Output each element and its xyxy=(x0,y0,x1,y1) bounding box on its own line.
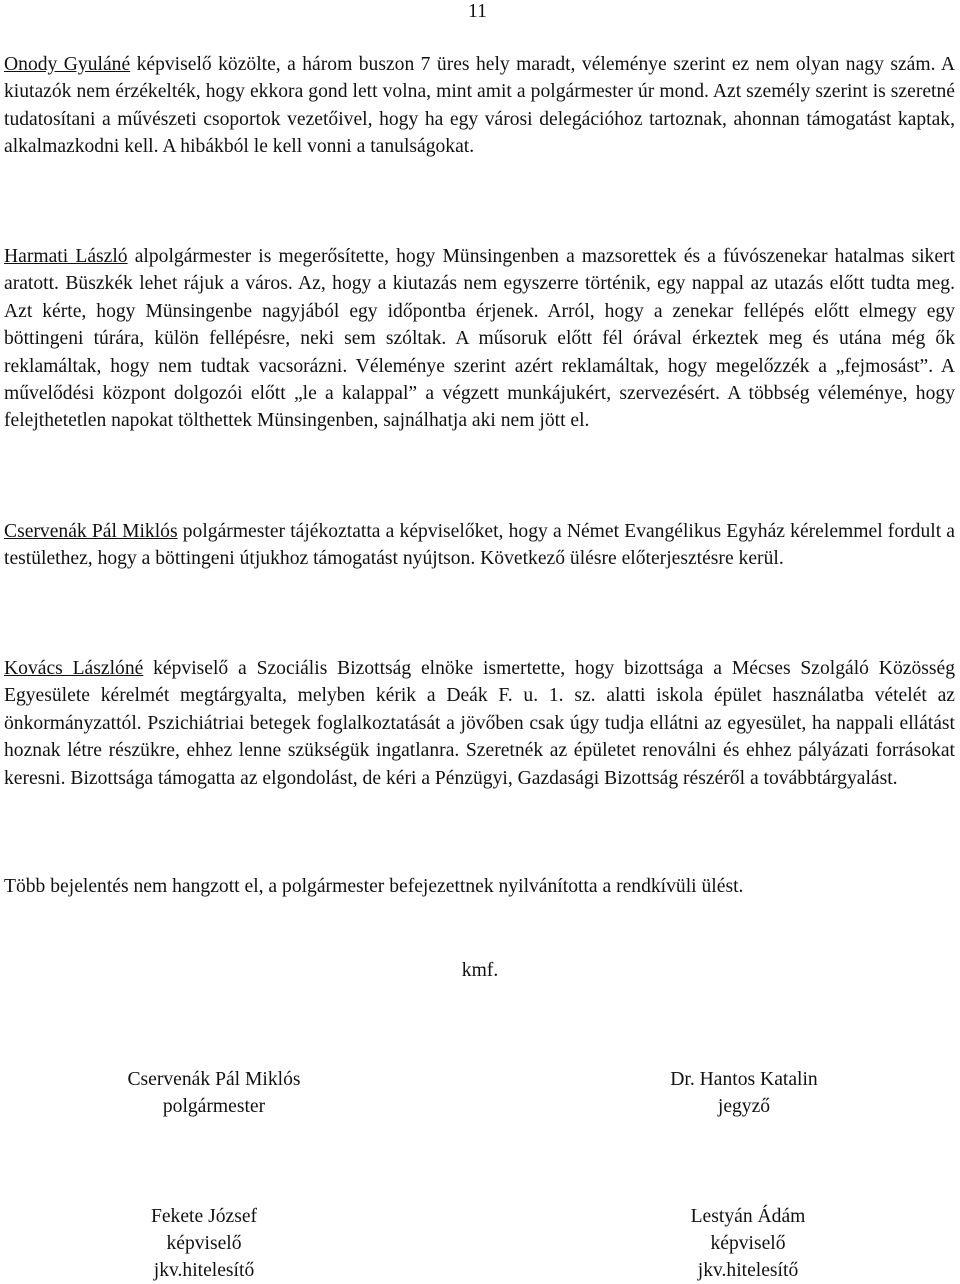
signatory-name: Fekete József xyxy=(150,1206,258,1227)
signatory-name: Lestyán Ádám xyxy=(690,1206,806,1227)
signatory-role: polgármester xyxy=(162,1096,266,1117)
signatory-role: képviselő xyxy=(710,1233,786,1254)
paragraph-kovacs xyxy=(4,655,955,792)
signature-mayor xyxy=(64,1066,364,1120)
paragraph-cservenak xyxy=(4,518,955,573)
paragraph-harmati xyxy=(4,243,955,435)
speaker-name: Cservenák Pál Miklós xyxy=(4,521,178,542)
signatory-name: Cservenák Pál Miklós xyxy=(127,1069,301,1090)
speaker-name: Kovács Lászlóné xyxy=(4,658,144,679)
paragraph-text: alpolgármester is megerősítette, hogy Münsingenben a mazsorettek és a fúvószenekar hatalmas sikert aratott. Büszkék lehet rájuk a város. Az, hogy a kiutazás nem egyszerre történik, egy nappal az utazás előtt tudta meg. Azt kérte, hogy Münsingenbe nagyjából egy időpontba érjenek. Arról, hogy a zenekar fellépés előtt elmegy egy böttingeni túrára, külön fellépésre, neki sem szóltak. A műsoruk előtt fél órával érkeztek meg és utána még ők reklamáltak, hogy nem tudtak vacsorázni. Véleménye szerint azért reklamáltak, hogy megelőzzék a „fejmosást”. A művelődési központ dolgozói előtt „le a kalappal” a végzett munkájukért, szervezésért. A többség véleménye, hogy felejthetetlen napokat tölthettek Münsingenben, sajnálhatja aki nem jött el. xyxy=(4,246,955,432)
signatory-role-2: jkv.hitelesítő xyxy=(153,1260,255,1281)
paragraph-text: polgármester tájékoztatta a képviselőket, hogy a Német Evangélikus Egyház kérelemmel fordult a testülethez, hogy a böttingeni útjukhoz támogatást nyújtson. Következő ülésre előterjesztésre kerül. xyxy=(4,521,955,570)
page-number: 11 xyxy=(468,1,487,22)
speaker-name: Onody Gyuláné xyxy=(4,54,131,75)
signature-authenticator-1 xyxy=(104,1203,304,1284)
paragraph-onody xyxy=(4,51,955,161)
kmf-label: kmf. xyxy=(461,960,499,981)
paragraph-text: képviselő a Szociális Bizottság elnöke ismertette, hogy bizottsága a Mécses Szolgáló Közösség Egyesülete kérelmét megtárgyalta, melyben kérik a Deák F. u. 1. sz. alatti iskola épület használatba vételét az önkormányzattól. Pszichiátriai betegek foglalkoztatását a jövőben csak úgy tudja ellátni az egyesület, ha nappali ellátást hoznak létre részükre, ehhez lenne szükségük ingatlanra. Szeretnék az épületet renoválni és ehhez pályázati forrásokat keresni. Bizottsága támogatta az elgondolást, de kéri a Pénzügyi, Gazdasági Bizottság részéről a továbbtárgyalást. xyxy=(4,658,955,789)
signatory-name: Dr. Hantos Katalin xyxy=(670,1069,818,1090)
closing-statement: Több bejelentés nem hangzott el, a polgármester befejezettnek nyilvánította a rendkívüli ülést. xyxy=(4,876,744,897)
signatory-role: jegyző xyxy=(717,1096,771,1117)
paragraph-text: képviselő közölte, a három buszon 7 üres hely maradt, véleménye szerint ez nem olyan nagy szám. A kiutazók nem érzékelték, hogy ekkora gond lett volna, mint amit a polgármester úr mond. Azt személy szerint is szeretné tudatosítani a művészeti csoportok vezetőivel, hogy ha egy városi delegációhoz tartoznak, ahonnan támogatást kaptak, alkalmazkodni kell. A hibákból le kell vonni a tanulságokat. xyxy=(4,54,955,158)
signature-notary xyxy=(604,1066,884,1120)
signature-authenticator-2 xyxy=(648,1203,848,1284)
speaker-name: Harmati László xyxy=(4,246,128,267)
signatory-role-2: jkv.hitelesítő xyxy=(697,1260,799,1281)
signatory-role: képviselő xyxy=(166,1233,242,1254)
